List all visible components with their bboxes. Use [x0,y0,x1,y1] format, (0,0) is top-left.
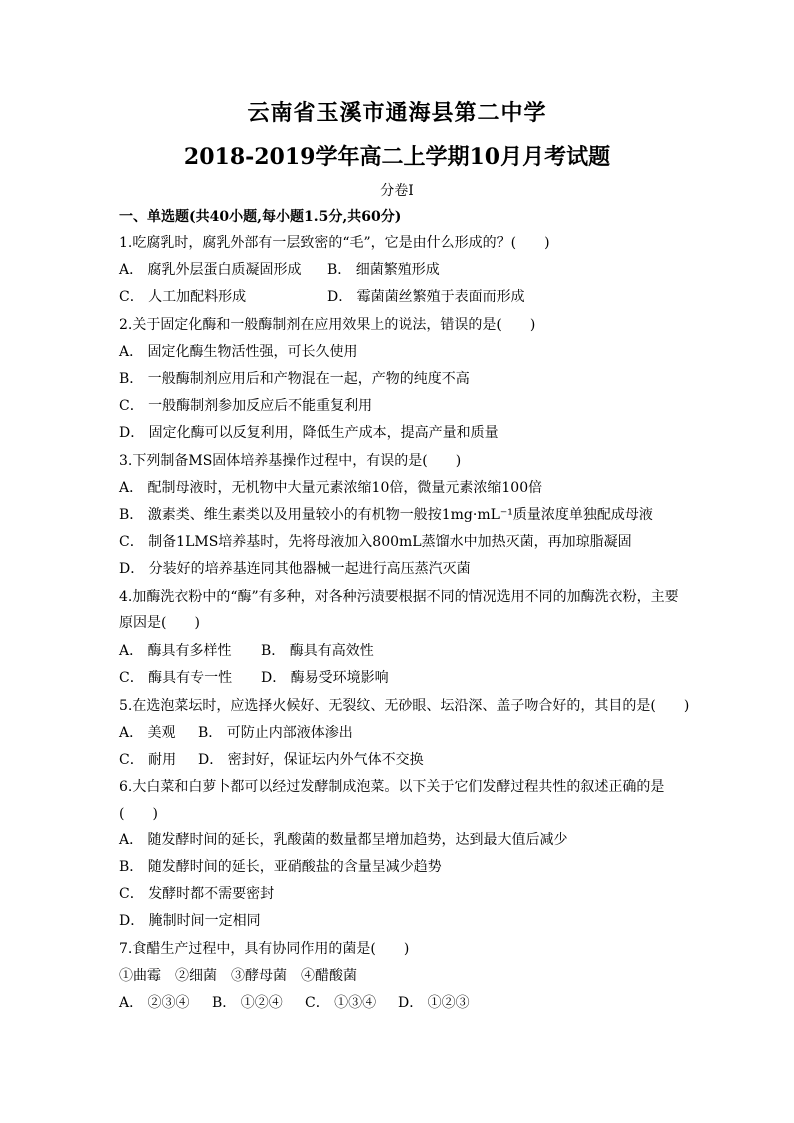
question-3-option-d: D． 分装好的培养基连同其他器械一起进行高压蒸汽灭菌 [119,561,471,577]
question-4-stem-cont: 原因是( ) [119,615,200,631]
question-4-option-c: C． 酶具有专一性 [119,670,233,686]
question-7-option-c: C． ①③④ [305,995,377,1011]
question-6-option-d: D． 腌制时间一定相同 [119,913,261,929]
question-5-option-b: B． 可防止内部液体渗出 [198,725,353,741]
volume-label: 分卷I [380,183,414,199]
question-3-option-b: B． 激素类、维生素类以及用量较小的有机物一般按1mg·mL⁻¹质量浓度单独配成母液 [119,507,653,523]
question-4-option-b: B． 酶具有高效性 [261,643,374,659]
question-5-option-d: D． 密封好，保证坛内外气体不交换 [198,752,424,768]
question-1-option-a: A． 腐乳外层蛋白质凝固形成 [119,262,302,278]
question-6-option-a: A． 随发酵时间的延长，乳酸菌的数量都呈增加趋势，达到最大值后减少 [119,832,568,848]
question-4-option-d: D． 酶易受环境影响 [261,670,389,686]
question-3-stem: 3.下列制备MS固体培养基操作过程中，有误的是( ) [119,453,462,469]
question-7-option-d: D． ①②③ [398,995,470,1011]
question-1-stem: 1.吃腐乳时，腐乳外部有一层致密的“毛”，它是由什么形成的？( ) [119,235,550,251]
question-5-option-c: C． 耐用 [119,752,177,768]
question-5-option-a: A． 美观 [119,725,176,741]
school-title: 云南省玉溪市通海县第二中学 [247,100,547,126]
question-4-stem: 4.加酶洗衣粉中的“酶”有多种，对各种污渍要根据不同的情况选用不同的加酶洗衣粉，主要 [119,589,679,605]
question-7-items: ①曲霉 ②细菌 ③酵母菌 ④醋酸菌 [119,968,357,984]
question-1-option-b: B． 细菌繁殖形成 [327,262,440,278]
question-3-option-c: C． 制备1LMS培养基时，先将母液加入800mL蒸馏水中加热灭菌，再加琼脂凝固 [119,534,632,550]
question-7-stem: 7.食醋生产过程中，具有协同作用的菌是( ) [119,941,410,957]
question-5-stem: 5.在选泡菜坛时，应选择火候好、无裂纹、无砂眼、坛沿深、盖子吻合好的，其目的是( ) [119,698,690,714]
question-1-option-d: D． 霉菌菌丝繁殖于表面而形成 [327,289,525,305]
question-6-option-c: C． 发酵时都不需要密封 [119,886,275,902]
question-1-option-c: C． 人工加配料形成 [119,289,247,305]
question-4-option-a: A． 酶具有多样性 [119,643,232,659]
question-2-option-a: A． 固定化酶生物活性强，可长久使用 [119,344,358,360]
question-2-option-c: C． 一般酶制剂参加反应后不能重复利用 [119,398,373,414]
question-2-option-b: B． 一般酶制剂应用后和产物混在一起，产物的纯度不高 [119,371,470,387]
question-2-stem: 2.关于固定化酶和一般酶制剂在应用效果上的说法，错误的是( ) [119,317,536,333]
exam-title: 2018-2019学年高二上学期10月月考试题 [183,144,611,170]
question-2-option-d: D． 固定化酶可以反复利用，降低生产成本，提高产量和质量 [119,425,499,441]
question-3-option-a: A． 配制母液时，无机物中大量元素浓缩10倍，微量元素浓缩100倍 [119,480,543,496]
question-7-option-b: B． ①②④ [212,995,283,1011]
question-6-option-b: B． 随发酵时间的延长，亚硝酸盐的含量呈减少趋势 [119,859,442,875]
question-6-stem: 6.大白菜和白萝卜都可以经过发酵制成泡菜。以下关于它们发酵过程共性的叙述正确的是 [119,779,665,795]
question-6-stem-cont: ( ) [119,806,158,822]
question-7-option-a: A． ②③④ [119,995,190,1011]
section-heading: 一、单选题(共40小题,每小题1.5分,共60分) [119,209,402,225]
